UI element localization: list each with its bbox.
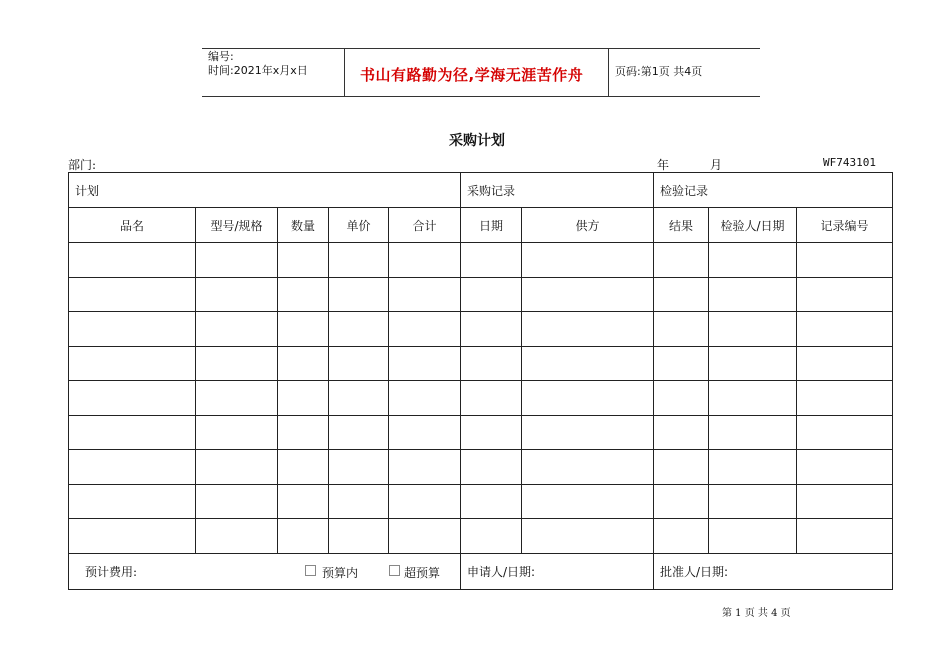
table-row [69,346,893,381]
cell[interactable] [329,415,389,450]
checkbox-icon[interactable] [389,565,400,576]
cell[interactable] [797,415,893,450]
cell[interactable] [461,312,522,347]
cell[interactable] [461,519,522,554]
cell[interactable] [278,277,329,312]
cell[interactable] [522,277,654,312]
budget-cell [69,553,461,589]
cell[interactable] [196,519,278,554]
cell[interactable] [461,346,522,381]
col-model-spec: 型号/规格 [196,208,278,243]
cell[interactable] [389,312,461,347]
serial-label: 编号: [208,50,234,63]
header-bottom-rule [202,96,760,97]
table-row [69,415,893,450]
cell[interactable] [797,519,893,554]
cell[interactable] [278,484,329,519]
col-supplier: 供方 [522,208,654,243]
table-row [69,484,893,519]
header-top-rule [202,48,760,49]
cell[interactable] [522,243,654,278]
col-result: 结果 [654,208,709,243]
cell[interactable] [278,381,329,416]
cell[interactable] [329,312,389,347]
purchase-plan-table [68,172,893,590]
time-label: 时间:2021年x月x日 [208,64,308,77]
budget-label: 预计费用: [85,564,138,579]
cell[interactable] [196,243,278,278]
within-budget-option[interactable] [305,564,358,581]
cell[interactable] [196,484,278,519]
cell[interactable] [522,415,654,450]
cell[interactable] [709,450,797,485]
month-label: 月 [710,158,723,172]
cell[interactable] [196,346,278,381]
cell[interactable] [461,277,522,312]
cell[interactable] [654,415,709,450]
cell[interactable] [329,346,389,381]
section-plan: 计划 [69,173,461,208]
cell[interactable] [654,519,709,554]
section-purchase-record: 采购记录 [461,173,654,208]
cell[interactable] [709,415,797,450]
col-total: 合计 [389,208,461,243]
col-record-number: 记录编号 [797,208,893,243]
cell[interactable] [522,346,654,381]
cell[interactable] [278,243,329,278]
cell[interactable] [196,450,278,485]
cell[interactable] [797,381,893,416]
cell[interactable] [69,484,196,519]
cell[interactable] [329,450,389,485]
cell[interactable] [709,346,797,381]
cell[interactable] [797,450,893,485]
document-code: WF743101 [823,156,876,169]
approver-cell[interactable]: 批准人/日期: [654,553,893,589]
cell[interactable] [69,415,196,450]
cell[interactable] [329,381,389,416]
cell[interactable] [389,415,461,450]
cell[interactable] [389,519,461,554]
cell[interactable] [389,243,461,278]
over-budget-label: 超预算 [404,565,441,580]
within-budget-label: 预算内 [322,565,359,580]
table-row [69,450,893,485]
motto-text: 书山有路勤为径,学海无涯苦作舟 [360,66,584,84]
cell[interactable] [278,312,329,347]
cell[interactable] [389,450,461,485]
cell[interactable] [329,243,389,278]
cell[interactable] [389,346,461,381]
cell[interactable] [278,450,329,485]
cell[interactable] [522,519,654,554]
section-inspection-record: 检验记录 [654,173,893,208]
cell[interactable] [69,450,196,485]
cell[interactable] [709,312,797,347]
header-divider-1 [344,48,345,97]
page-footer: 第 1 页 共 4 页 [722,608,791,619]
cell[interactable] [797,484,893,519]
cell[interactable] [389,381,461,416]
cell[interactable] [654,484,709,519]
cell[interactable] [329,519,389,554]
cell[interactable] [797,312,893,347]
column-header-row [69,208,893,243]
col-quantity: 数量 [278,208,329,243]
table-row [69,243,893,278]
cell[interactable] [522,450,654,485]
table-row [69,381,893,416]
col-date: 日期 [461,208,522,243]
cell[interactable] [278,346,329,381]
cell[interactable] [522,312,654,347]
cell[interactable] [709,484,797,519]
cell[interactable] [654,381,709,416]
cell[interactable] [654,450,709,485]
cell[interactable] [196,381,278,416]
cell[interactable] [654,277,709,312]
cell[interactable] [389,484,461,519]
cell[interactable] [461,450,522,485]
page-title: 采购计划 [449,133,505,149]
cell[interactable] [389,277,461,312]
cell[interactable] [709,243,797,278]
table-row [69,312,893,347]
cell[interactable] [329,277,389,312]
section-header-row [69,173,893,208]
cell[interactable] [278,519,329,554]
year-label: 年 [657,158,670,172]
checkbox-icon[interactable] [305,565,316,576]
cell[interactable] [461,484,522,519]
over-budget-option[interactable] [389,564,440,581]
table-row [69,519,893,554]
footer-row [69,553,893,589]
col-unit-price: 单价 [329,208,389,243]
page-number-label: 页码:第1页 共4页 [615,65,703,78]
cell[interactable] [522,484,654,519]
cell[interactable] [69,381,196,416]
header-divider-2 [608,48,609,97]
cell[interactable] [461,243,522,278]
cell[interactable] [461,381,522,416]
cell[interactable] [797,346,893,381]
cell[interactable] [654,243,709,278]
applicant-cell[interactable]: 申请人/日期: [461,553,654,589]
col-inspector-date: 检验人/日期 [709,208,797,243]
cell[interactable] [69,312,196,347]
cell[interactable] [797,243,893,278]
cell[interactable] [461,415,522,450]
cell[interactable] [797,277,893,312]
table-row [69,277,893,312]
cell[interactable] [69,346,196,381]
cell[interactable] [69,243,196,278]
cell[interactable] [709,277,797,312]
cell[interactable] [522,381,654,416]
cell[interactable] [709,381,797,416]
cell[interactable] [709,519,797,554]
cell[interactable] [329,484,389,519]
cell[interactable] [196,277,278,312]
cell[interactable] [654,346,709,381]
department-label: 部门: [68,158,97,172]
cell[interactable] [278,415,329,450]
col-item-name: 品名 [69,208,196,243]
cell[interactable] [69,519,196,554]
cell[interactable] [69,277,196,312]
cell[interactable] [196,415,278,450]
cell[interactable] [654,312,709,347]
cell[interactable] [196,312,278,347]
